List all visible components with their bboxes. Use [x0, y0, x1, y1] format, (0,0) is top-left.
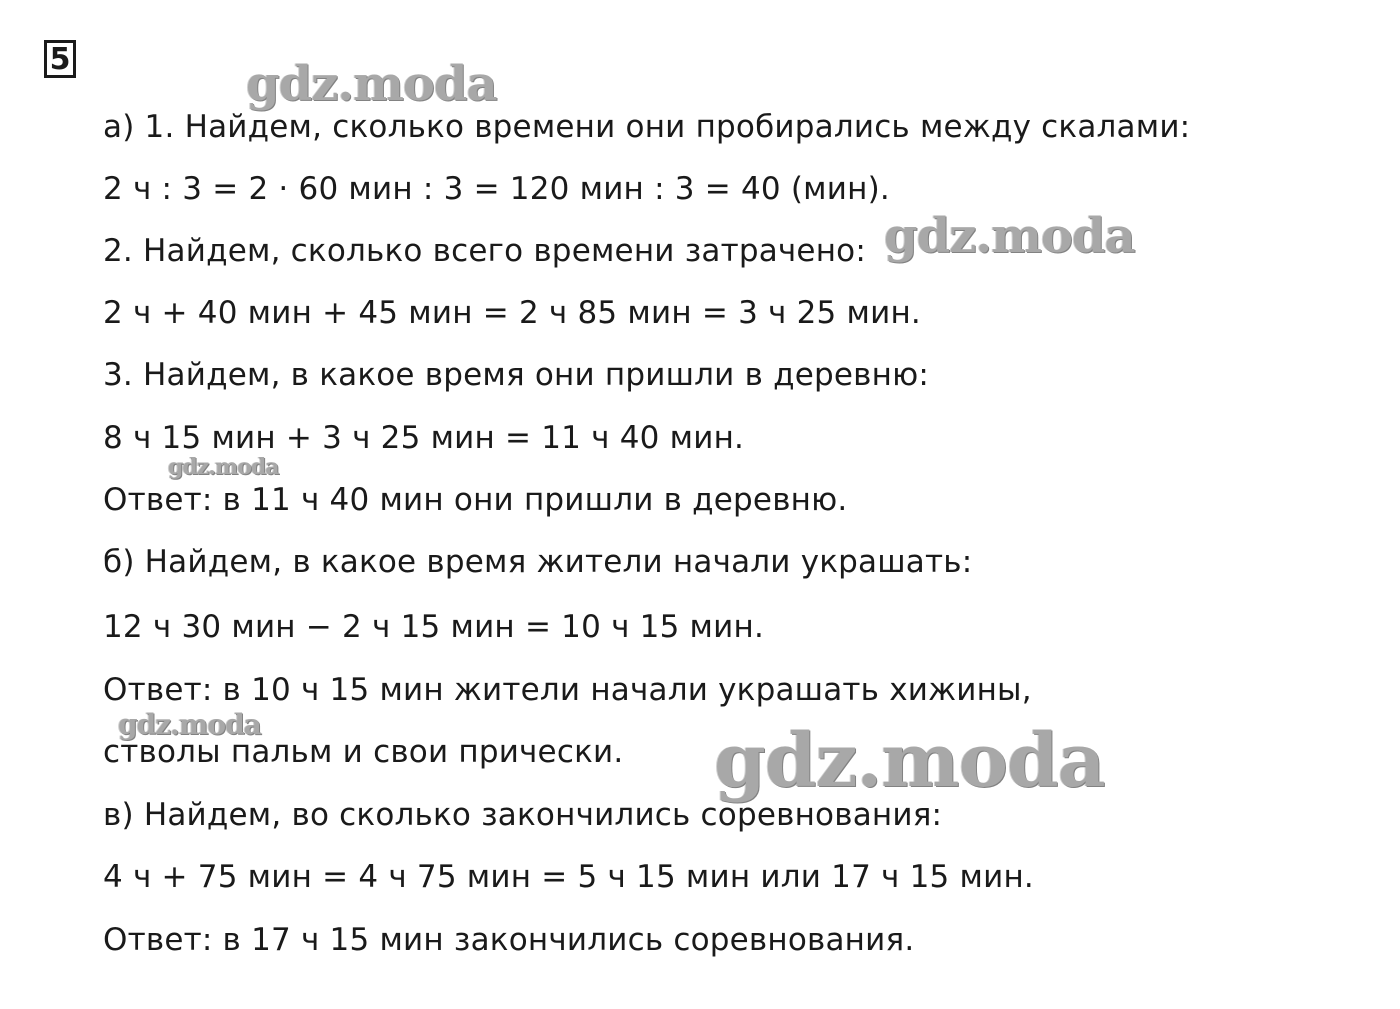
- solution-line: в) Найдем, во сколько закончились соревнования:: [103, 797, 943, 833]
- watermark-logo: gdz.moda: [168, 454, 279, 480]
- solution-line: 2. Найдем, сколько всего времени затрачено:: [103, 233, 866, 269]
- solution-line: 2 ч + 40 мин + 45 мин = 2 ч 85 мин = 3 ч 25 мин.: [103, 295, 921, 331]
- solution-line: 2 ч : 3 = 2 · 60 мин : 3 = 120 мин : 3 = 40 (мин).: [103, 171, 890, 207]
- answer-line-continued: стволы пальм и свои прически.: [103, 734, 624, 770]
- solution-line: 4 ч + 75 мин = 4 ч 75 мин = 5 ч 15 мин или 17 ч 15 мин.: [103, 859, 1034, 895]
- solution-line: б) Найдем, в какое время жители начали украшать:: [103, 544, 973, 580]
- answer-line: Ответ: в 11 ч 40 мин они пришли в деревню.: [103, 482, 848, 518]
- solution-line: 3. Найдем, в какое время они пришли в деревню:: [103, 357, 930, 393]
- solution-line: 8 ч 15 мин + 3 ч 25 мин = 11 ч 40 мин.: [103, 420, 745, 456]
- watermark-logo: gdz.moda: [884, 208, 1135, 264]
- watermark-logo: gdz.moda: [246, 56, 497, 112]
- answer-line: Ответ: в 10 ч 15 мин жители начали украшать хижины,: [103, 672, 1032, 708]
- solution-line: а) 1. Найдем, сколько времени они пробирались между скалами:: [103, 109, 1191, 145]
- solution-line: 12 ч 30 мин − 2 ч 15 мин = 10 ч 15 мин.: [103, 609, 765, 645]
- task-number-box: 5: [44, 40, 76, 78]
- watermark-logo: gdz.moda: [714, 718, 1105, 804]
- watermark-logo: gdz.moda: [118, 708, 261, 741]
- answer-line: Ответ: в 17 ч 15 мин закончились соревнования.: [103, 922, 915, 958]
